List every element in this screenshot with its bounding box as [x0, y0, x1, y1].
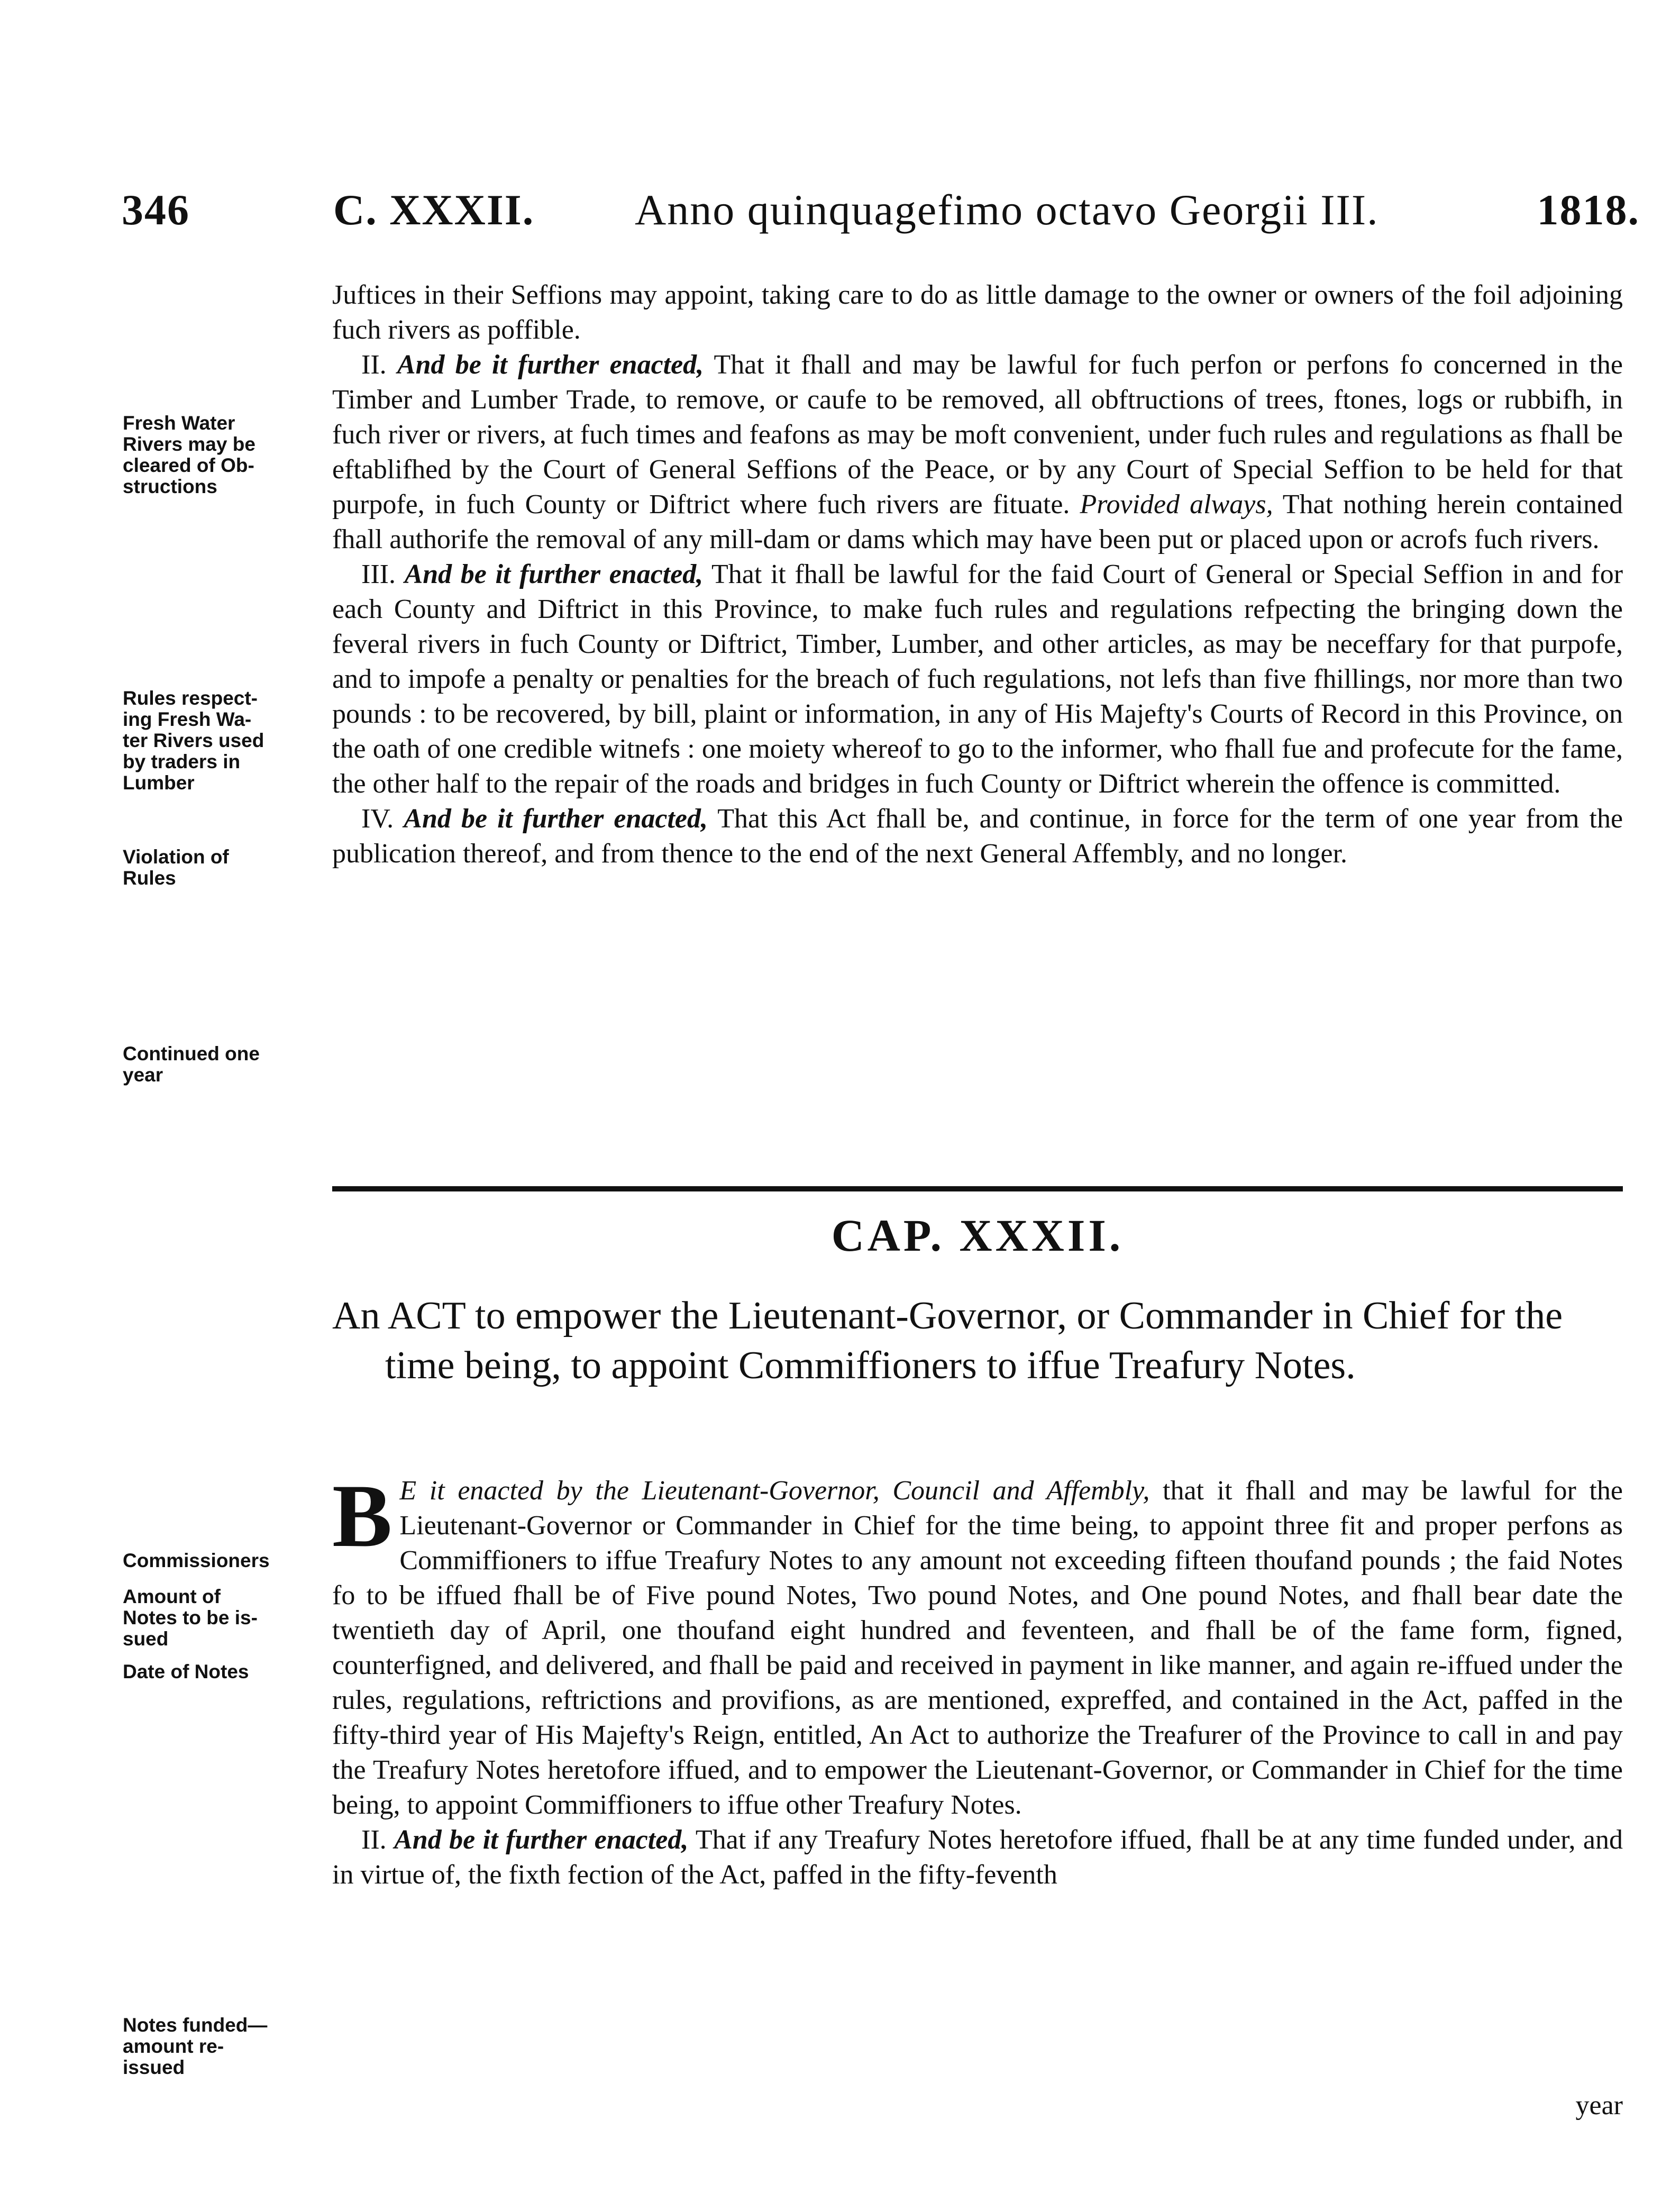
margin-note-rules: Rules respect- ing Fresh Wa- ter Rivers used by traders in Lumber	[123, 687, 264, 794]
section-text: that it fhall and may be lawful for the Lieutenant-Governor or Commander in Chief for the time being, to appoint three fit and proper perfons as Commiffioners to iffue Treafury Notes to any amount not exceeding fifteen thoufand pounds ; the faid Notes fo to be iffued fhall be of Five pound Notes, Two pound Notes, and One pound Notes, and fhall bear date the twentieth day of April, one thoufand eight hundred and feventeen, and fhall be of the fame form, figned, counterfigned, and delivered, and fhall be paid and received in payment in like manner, and again re-iffued under the rules, regulations, reftrictions and provifions, as are mentioned, expreffed, and contained in the Act, paffed in the fifty-third year of His Majefty's Reign, entitled, An Act to authorize the Treafurer of the Province to call in and pay the Treafury Notes heretofore iffued, and to empower the Lieutenant-Governor, or Commander in Chief for the time being, to appoint Commiffioners to iffue other Treafury Notes.	[332, 1476, 1623, 1820]
paragraph-section-2	[332, 348, 1623, 557]
enacting-clause: And be it further enacted,	[404, 559, 704, 589]
paragraph-continuation: Juftices in their Seffions may appoint, taking care to do as little damage to the owner or owners of the foil adjoining fuch rivers as poffible.	[332, 280, 1623, 345]
act-title: An ACT to empower the Lieutenant-Governor, or Commander in Chief for the time being, to appoint Commiffioners to iffue Treafury Notes.	[332, 1294, 1563, 1387]
chapter-heading: CAP. XXXII.	[831, 1210, 1124, 1261]
enacting-clause: And be it further enacted,	[397, 350, 704, 380]
catchword: year	[1575, 2090, 1623, 2121]
section-divider	[332, 1186, 1623, 1191]
margin-note-fresh-water: Fresh Water Rivers may be cleared of Ob- structions	[123, 412, 255, 497]
margin-note-date: Date of Notes	[123, 1661, 249, 1682]
section-new-act	[332, 1466, 1623, 1892]
enacting-clause: And be it further enacted,	[404, 804, 708, 834]
header-year: 1818.	[1537, 186, 1640, 234]
enacting-clause: E it enacted by the Lieutenant-Governor, Council and Affembly,	[399, 1476, 1150, 1506]
margin-note-commissioners: Commissioners	[123, 1550, 270, 1571]
section-text: That it fhall be lawful for the faid Court of General or Special Seffion in and for each County and Diftrict in this Province, to make fuch rules and regulations refpecting the bringing down the feveral rivers in fuch County or Diftrict, Timber, Lumber, and other articles, as may be neceffary for that purpofe, and to impofe a penalty or penalties for the breach of fuch regulations, not lefs than five fhillings, nor more than two pounds : to be recovered, by bill, plaint or information, in any of His Majefty's Courts of Record in this Province, on the oath of one credible witnefs : one moiety whereof to go to the informer, who fhall fue and profecute for the fame, the other half to the repair of the roads and bridges in fuch County or Diftrict wherein the offence is committed.	[332, 559, 1623, 799]
paragraph-enactment	[332, 1466, 1623, 1823]
section-number: II.	[361, 350, 387, 380]
section-previous-chapter	[332, 278, 1623, 871]
chapter-number: C. XXXII.	[333, 186, 535, 234]
section-text: That it fhall and may be lawful for fuch perfon or perfons fo concerned in the Timber and Lumber Trade, to remove, or caufe to be removed, all obftructions of trees, ftones, logs or rubbifh, in fuch river or rivers, at fuch times and feafons as may be moft convenient, under fuch rules and regulations as fhall be eftablifhed by the Court of General Seffions of the Peace, or by any Court of Special Seffion to be held for that purpofe, in fuch County or Diftrict where fuch rivers are fituate.	[332, 350, 1623, 520]
margin-note-funded: Notes funded— amount re- issued	[123, 2014, 268, 2078]
margin-note-amount: Amount of Notes to be is- sued	[123, 1586, 258, 1650]
margin-note-continued: Continued one year	[123, 1043, 260, 1086]
paragraph-section-3	[332, 557, 1623, 802]
section-number: III.	[361, 559, 396, 589]
section-number: II.	[361, 1825, 387, 1855]
paragraph-section-4	[332, 802, 1623, 871]
paragraph-section-2-new	[332, 1823, 1623, 1892]
section-text: That if any Treafury Notes heretofore iffued, fhall be at any time funded under, and in virtue of, the fixth fection of the Act, paffed in the fifty-feventh	[332, 1825, 1623, 1890]
section-number: IV.	[361, 804, 394, 834]
proviso-clause: Provided always,	[1080, 489, 1273, 520]
page-number: 346	[122, 186, 190, 234]
enacting-clause: And be it further enacted,	[394, 1825, 689, 1855]
margin-note-violation: Violation of Rules	[123, 846, 229, 889]
running-header	[122, 185, 1640, 243]
drop-cap: B	[332, 1466, 392, 1566]
regnal-title: Anno quinquagefimo octavo Georgii III.	[635, 186, 1379, 234]
section-text-end: That nothing herein contained fhall authorife the removal of any mill-dam or dams which may have been put or placed upon or acrofs fuch rivers.	[332, 489, 1623, 554]
section-text: That this Act fhall be, and continue, in force for the term of one year from the publication thereof, and from thence to the end of the next General Affembly, and no longer.	[332, 804, 1623, 869]
